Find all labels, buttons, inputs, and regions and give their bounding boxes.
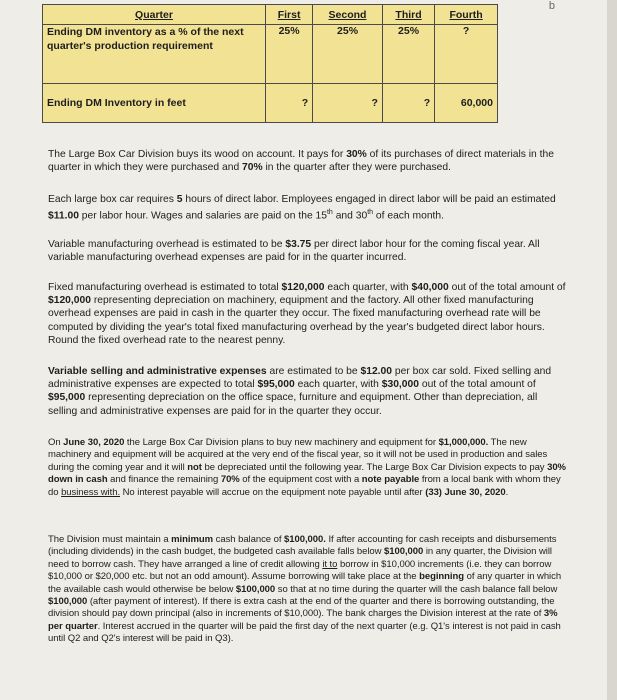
paragraph-variable-overhead: Variable manufacturing overhead is estimated to be $3.75 per direct labor hour for the coming fiscal year. All variable manufacturing overhead expenses are paid for in the quarter incurred.	[48, 239, 540, 264]
header-second: Second	[313, 5, 383, 25]
header-fourth: Fourth	[435, 5, 498, 25]
cell-value: 25%	[382, 25, 434, 84]
paragraph-cash-balance: The Division must maintain a minimum cash balance of $100,000. If after accounting for cash receipts and disbursements (including dividends) in the cash budget, the budgeted cash available falls below $100,000 in any quarter, the Division will need to borrow cash. They have arranged a line of credit allowing it to borrow in $10,000 increments (i.e. they can borrow $10,000 or $20,000 etc. but not an odd amount). Assume borrowing will take place at the beginning of any quarter in which the available cash would otherwise be below $100,000 so that at no time during the quarter will the cash balance fall below $100,000 (after payment of interest). If there is extra cash at the end of the quarter and there is borrowing outstanding, the division should pay down principal (also in increments of $10,000). The bank charges the Division interest at the rate of 3% per quarter. Interest accrued in the quarter will be paid the first day of the next quarter (e.g. Q1's interest is not paid in cash until Q2 and Q2's interest will be paid in Q3).	[48, 534, 562, 645]
inventory-table	[42, 4, 498, 123]
row-label: Ending DM inventory as a % of the next quarter's production requirement	[43, 25, 266, 84]
cell-value: ?	[382, 84, 434, 123]
paragraph-equipment-purchase: On June 30, 2020 the Large Box Car Division plans to buy new machinery and equipment for $1,000,000. The new machinery and equipment will be acquired at the very end of the fiscal year, so it will not be used in production and sales during the coming year and it will not be depreciated until the following year. The Large Box Car Division expects to pay 30% down in cash and finance the remaining 70% of the equipment cost with a note payable from a local bank with whom they do business with. No interest payable will accrue on the equipment note payable until after (33) June 30, 2020.	[48, 437, 566, 498]
table-row	[43, 25, 498, 84]
cell-value: 25%	[266, 25, 313, 84]
cell-value: ?	[266, 84, 313, 123]
paragraph-selling-admin: Variable selling and administrative expenses are estimated to be $12.00 per box car sold. Fixed selling and administrative expenses are expected to total $95,000 each quarter, with $30,000 out of the total amount of $95,000 representing depreciation on the office space, furniture and equipment. Other than depreciation, all selling and administrative expenses are paid for in the quarter they occur.	[48, 366, 552, 417]
cell-value: 60,000	[435, 84, 498, 123]
header-first: First	[266, 5, 313, 25]
cell-value: 25%	[313, 25, 383, 84]
paragraph-direct-labor: Each large box car requires 5 hours of direct labor. Employees engaged in direct labor will be paid an estimated $11.00 per labor hour. Wages and salaries are paid on the 15th and 30th of each month.	[48, 194, 556, 222]
paragraph-payment-terms: The Large Box Car Division buys its wood on account. It pays for 30% of its purchases of direct materials in the quarter in which they were purchased and 70% in the quarter after they were purchased.	[48, 149, 554, 174]
paragraph-fixed-overhead: Fixed manufacturing overhead is estimated to total $120,000 each quarter, with $40,000 out of the total amount of $120,000 representing depreciation on machinery, equipment and the factory. All other fixed manufacturing overhead expenses are paid in cash in the quarter they occur. The fixed manufacturing overhead rate will be computed by dividing the year's total fixed manufacturing overhead by the year's budgeted direct labor hours. Round the fixed overhead rate to the nearest penny.	[48, 282, 566, 346]
cell-value: ?	[435, 25, 498, 84]
page-edge	[607, 0, 617, 700]
table-row	[43, 84, 498, 123]
header-third: Third	[382, 5, 434, 25]
table-header-row	[43, 5, 498, 25]
page-corner-mark: b	[548, 0, 555, 12]
header-quarter: Quarter	[43, 5, 266, 25]
cell-value: ?	[313, 84, 383, 123]
row-label: Ending DM Inventory in feet	[43, 84, 266, 123]
